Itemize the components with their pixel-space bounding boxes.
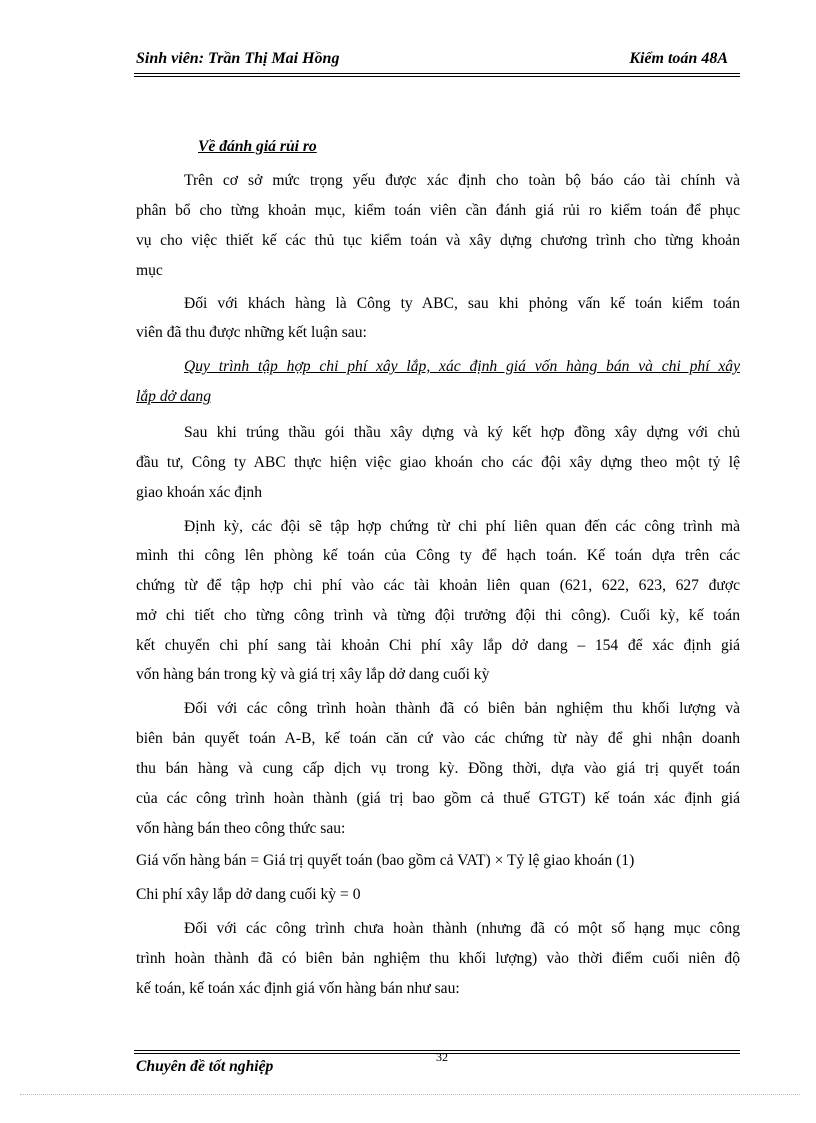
header-rule-2 (134, 76, 740, 77)
text-line: mở chi tiết cho từng công trình và từng đội trưởng đội thi công). Cuối kỳ, kế toán (136, 607, 740, 624)
text-line: Sau khi trúng thầu gói thầu xây dựng và ký kết hợp đồng xây dựng với chủ (184, 424, 740, 441)
text-line: Định kỳ, các đội sẽ tập hợp chứng từ chi phí liên quan đến các công trình mà (184, 518, 740, 535)
header-student-name: Sinh viên: Trần Thị Mai Hồng (136, 50, 340, 67)
text-line: biên bản quyết toán A-B, kế toán căn cứ vào các chứng từ này để ghi nhận doanh (136, 730, 740, 747)
footer-title: Chuyên đề tốt nghiệp (136, 1058, 274, 1075)
header-class: Kiểm toán 48A (629, 50, 728, 67)
text-line: Đối với khách hàng là Công ty ABC, sau khi phỏng vấn kế toán kiểm toán (184, 295, 740, 312)
text-line: vụ cho việc thiết kế các thủ tục kiểm toán và xây dựng chương trình cho từng khoản (136, 232, 740, 249)
page-number: 32 (436, 1050, 448, 1064)
subheading-line: Quy trình tập hợp chi phí xây lắp, xác định giá vốn hàng bán và chi phí xây (184, 358, 740, 375)
text-line: Đối với các công trình hoàn thành đã có biên bản nghiệm thu khối lượng và (184, 700, 740, 717)
text-line: Trên cơ sở mức trọng yếu được xác định cho toàn bộ báo cáo tài chính và (184, 172, 740, 189)
subheading-line: lắp dở dang (136, 388, 212, 405)
text-line: trình hoàn thành đã có biên bản nghiệm thu khối lượng) vào thời điểm cuối niên độ (136, 950, 740, 967)
page-header (134, 48, 740, 72)
text-line: mục (136, 262, 163, 279)
text-line: đầu tư, Công ty ABC thực hiện việc giao khoán cho các đội xây dựng theo một tỷ lệ (136, 454, 740, 471)
section-heading: Về đánh giá rủi ro (198, 138, 317, 155)
header-rule (134, 73, 740, 74)
text-line: phân bổ cho từng khoản mục, kiểm toán viên cần đánh giá rủi ro kiểm toán để phục (136, 202, 740, 219)
text-line: viên đã thu được những kết luận sau: (136, 324, 367, 341)
text-line: chứng từ để tập hợp chi phí vào các tài khoản liên quan (621, 622, 623, 627 được (136, 577, 740, 594)
formula-line: Chi phí xây lắp dở dang cuối kỳ = 0 (136, 886, 361, 903)
text-line: vốn hàng bán theo công thức sau: (136, 820, 346, 837)
text-line: kết chuyển chi phí sang tài khoản Chi phí xây lắp dở dang – 154 để xác định giá (136, 637, 740, 654)
text-line: giao khoán xác định (136, 484, 263, 501)
text-line: thu bán hàng và cung cấp dịch vụ trong kỳ. Đồng thời, dựa vào giá trị quyết toán (136, 760, 740, 777)
text-line: của các công trình hoàn thành (giá trị bao gồm cả thuế GTGT) kế toán xác định giá (136, 790, 740, 807)
page-bottom-border (20, 1094, 800, 1095)
text-line: Đối với các công trình chưa hoàn thành (nhưng đã có một số hạng mục công (184, 920, 740, 937)
formula-line: Giá vốn hàng bán = Giá trị quyết toán (bao gồm cả VAT) × Tỷ lệ giao khoán (1) (136, 852, 635, 869)
text-line: kế toán, kế toán xác định giá vốn hàng bán như sau: (136, 980, 460, 997)
text-line: vốn hàng bán trong kỳ và giá trị xây lắp dở dang cuối kỳ (136, 666, 490, 683)
text-line: mình thi công lên phòng kế toán của Công ty để hạch toán. Kế toán dựa trên các (136, 547, 740, 564)
